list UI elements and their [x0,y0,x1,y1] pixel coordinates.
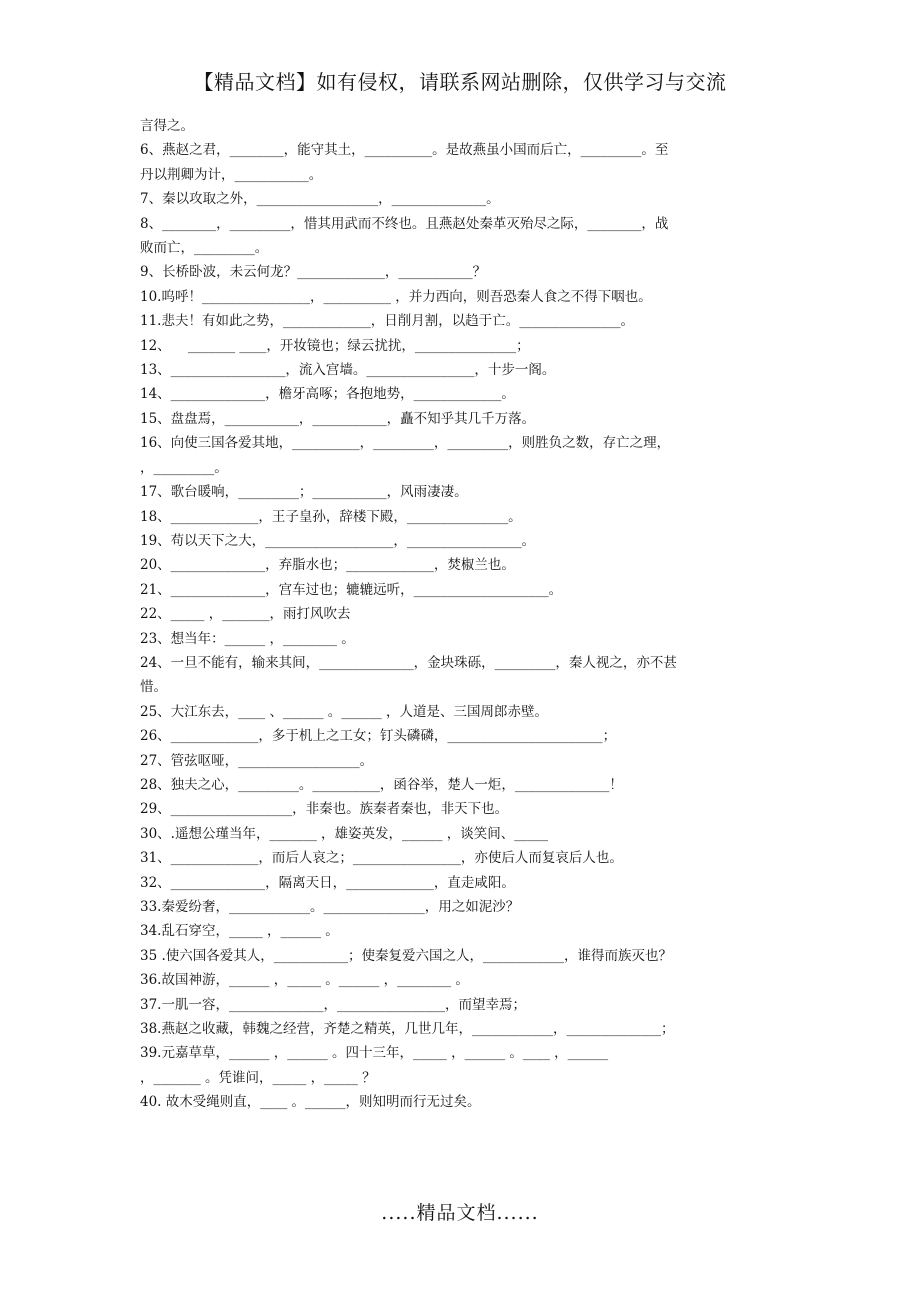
text-line: 30、.遥想公瑾当年，_______ ，雄姿英发，______ ，谈笑间、_____ [140,825,549,842]
text-line: 39.元嘉草草，______ ，______ 。四十三年，_____ ，______ 。____ ，______ [140,1045,609,1062]
text-line: 40. 故木受绳则直，____ 。______，则知明而行无过矣。 [140,1094,481,1111]
text-line: 27、管弦呕哑，__________________。 [140,752,374,769]
text-line: 19、苟以天下之大，___________________，_________________。 [140,532,536,549]
text-line: 14、______________，檐牙高啄；各抱地势，_____________。 [140,386,515,403]
text-line: 18、_____________，王子皇孙，辞楼下殿，_______________。 [140,508,522,525]
text-line: 38.燕赵之收藏，韩魏之经营，齐楚之精英，几世几年，____________，______________； [140,1021,675,1038]
text-line: 28、独夫之心，_________。__________，函谷举，楚人一炬，______________！ [140,776,623,793]
text-line: 35 .使六国各爱其人，___________；使秦复爱六国之人，____________，谁得而族灭也？ [140,947,673,964]
text-line: 25、大江东去，____ 、______ 。______ ，人道是、三国周郎赤壁。 [140,703,549,720]
page-header: 【精品文档】如有侵权，请联系网站删除，仅供学习与交流 [193,70,727,94]
text-line: 6、燕赵之君，________，能守其土，__________。是故燕虽小国而后亡，_________。至 [140,142,669,159]
text-line: 11.悲夫！有如此之势，_____________，日削月割，以趋于亡。_______________。 [140,313,634,330]
text-line: 23、想当年：______ ，________ 。 [140,630,355,647]
text-line: 16、向使三国各爱其地，__________，_________，_________，则胜负之数，存亡之理， [140,435,671,452]
text-line: 26、_____________，多于机上之工女；钉头磷磷，_______________________； [140,728,617,745]
text-line: 7、秦以攻取之外，__________________，______________。 [140,191,500,208]
text-line: 12、 _______ ____，开妆镜也；绿云扰扰，_______________； [140,337,530,354]
text-line: 17、歌台暖响，_________；___________，风雨凄凄。 [140,484,468,501]
text-line: 20、______________，弃脂水也；_____________，焚椒兰也。 [140,557,515,574]
page-footer: .....精品文档...... [381,1202,539,1224]
text-line: 15、盘盘焉，___________，___________，矗不知乎其几千万落。 [140,410,536,427]
text-line: 36.故国神游，______ ，_____ 。______ ，________ 。 [140,972,469,989]
text-line: ，_______ 。凭谁问，_____ ，_____ ？ [140,1069,376,1086]
text-line: 31、_____________，而后人哀之；________________，亦使后人而复哀后人也。 [140,850,623,867]
text-line: 22、_____ ，_______，雨打风吹去 [140,606,351,623]
text-line: 败而亡，_________。 [140,240,269,257]
text-line: 34.乱石穿空，_____ ，______ 。 [140,923,339,940]
text-line: 惜。 [140,679,167,696]
text-line: ，_________。 [140,459,228,476]
text-line: 21、______________，宫车过也；辘辘远听，____________________。 [140,581,563,598]
text-line: 9、长桥卧波，未云何龙？_____________，___________？ [140,264,487,281]
text-line: 37.一肌一容，______________，________________，而望幸焉； [140,996,526,1013]
text-line: 8、________，_________，惜其用武而不终也。且燕赵处秦革灭殆尽之际，________，战 [140,215,669,232]
text-line: 言得之。 [140,118,194,134]
text-line: 33.秦爱纷奢，____________。_______________，用之如泥沙？ [140,899,520,915]
text-line: 丹以荆卿为计，___________。 [140,166,323,183]
document-body [140,114,782,1115]
text-line: 10.呜呼！________________，__________ ，并力西向，则吾恐秦人食之不得下咽也。 [140,288,652,305]
text-line: 24、一旦不能有，输来其间，______________，金块珠砾，_________，秦人视之，亦不甚 [140,654,677,671]
text-line: 32、______________，隔离天日，_____________，直走咸阳。 [140,874,515,891]
text-line: 13、_________________，流入宫墙。________________，十步一阁。 [140,362,556,379]
text-line: 29、__________________，非秦也。族秦者秦也，非天下也。 [140,801,509,818]
